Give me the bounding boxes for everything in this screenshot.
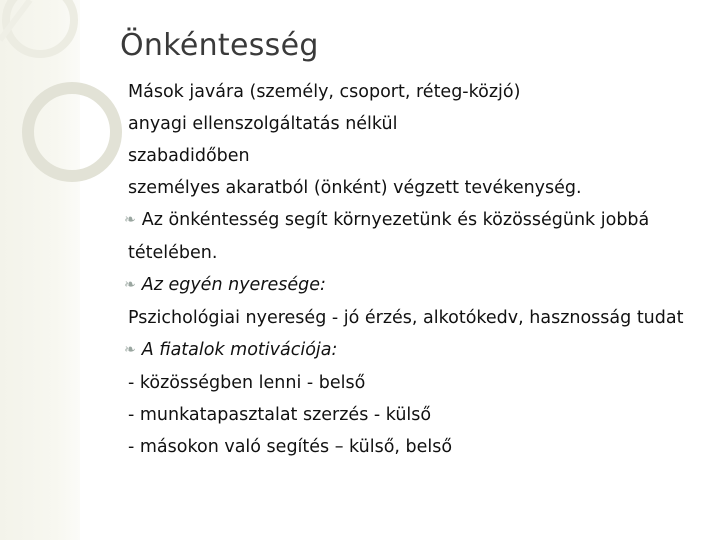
slide-body [124,76,698,463]
decorative-circles [0,0,140,200]
body-line: anyagi ellenszolgáltatás nélkül [128,114,398,134]
bullet-text: Az önkéntesség segít környezetünk és közösségünk jobbá tételében. [128,210,650,263]
body-line: Mások javára (személy, csoport, réteg-közjó) [128,82,521,102]
body-line: Pszichológiai nyereség - jó érzés, alkotókedv, hasznosság tudat [128,308,684,328]
bullet-item [124,334,698,367]
body-line: szabadidőben [128,146,250,166]
body-line: személyes akaratból (önként) végzett tevékenység. [128,178,582,198]
motivation-line: - másokon való segítés – külső, belső [128,437,453,457]
leaf-bullet-icon: ❧ [124,277,136,293]
motivation-line: - munkatapasztalat szerzés - külső [128,405,432,425]
motivation-line: - közösségben lenni - belső [128,373,366,393]
bullet-text: A fiatalok motivációja: [141,340,338,360]
bullet-item [124,204,698,269]
bullet-item [124,269,698,302]
leaf-bullet-icon: ❧ [124,342,136,358]
slide-title: Önkéntesség [120,28,319,63]
bullet-text: Az egyén nyeresége: [141,275,326,295]
leaf-bullet-icon: ❧ [124,212,136,228]
